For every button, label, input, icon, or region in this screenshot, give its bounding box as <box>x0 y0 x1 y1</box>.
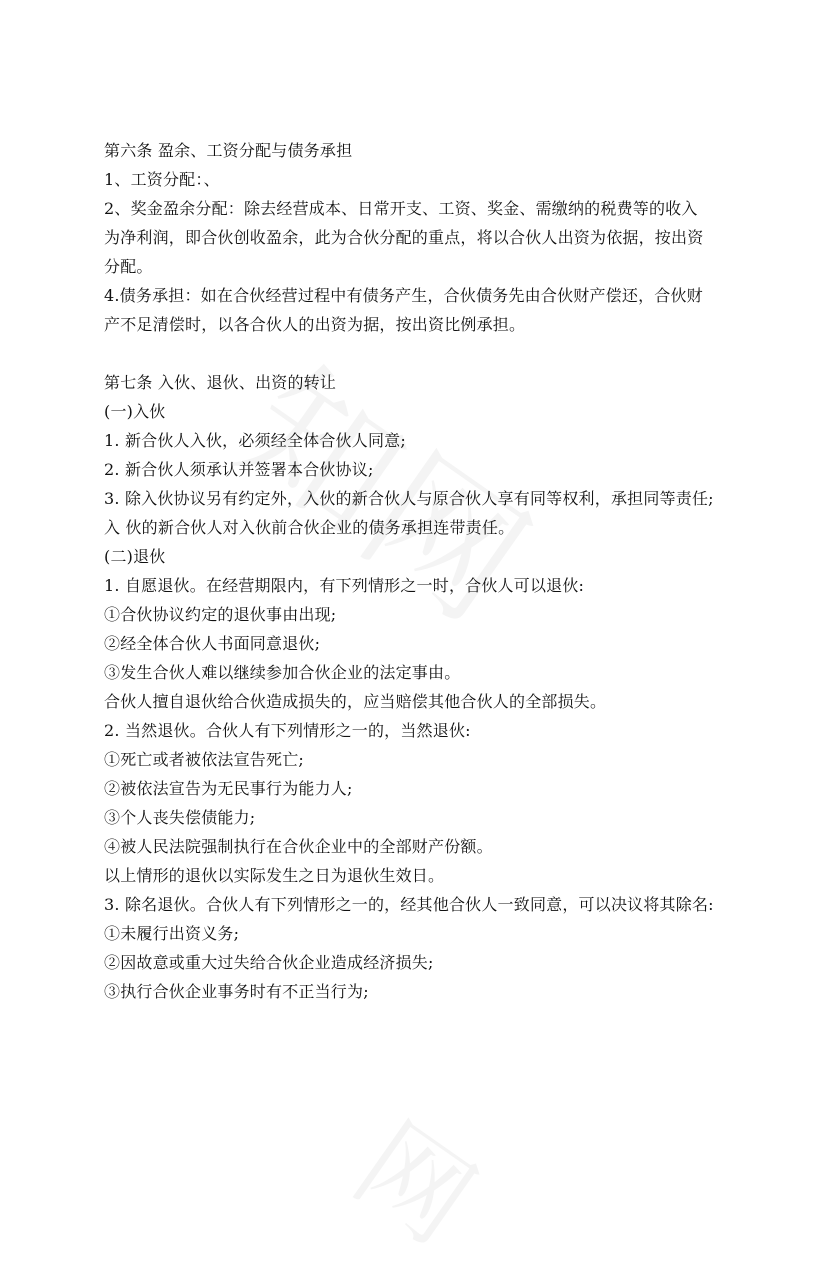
section7-line: 3. 除名退伙。合伙人有下列情形之一的，经其他合伙人一致同意，可以决议将其除名: <box>104 895 714 914</box>
section7-line: 3. 除入伙协议另有约定外，入伙的新合伙人与原合伙人享有同等权利，承担同等责任; <box>104 489 714 508</box>
section6-line: 为净利润，即合伙创收盈余，此为合伙分配的重点，将以合伙人出资为依据，按出资 <box>104 228 704 247</box>
section7-line: ②经全体合伙人书面同意退伙; <box>104 634 321 653</box>
section7-line: 以上情形的退伙以实际发生之日为退伙生效日。 <box>104 866 445 885</box>
watermark-bottom <box>329 1080 510 1273</box>
section7-line: (一)入伙 <box>104 402 166 421</box>
section7-line: ③执行合伙企业事务时有不正当行为; <box>104 982 369 1001</box>
section7-line: ①死亡或者被依法宣告死亡; <box>104 750 304 769</box>
section7-line: ③发生合伙人难以继续参加合伙企业的法定事由。 <box>104 663 461 682</box>
section7-line: ②因故意或重大过失给合伙企业造成经济损失; <box>104 953 434 972</box>
section6-line: 1、工资分配：、 <box>104 170 220 189</box>
section7-line: 2. 新合伙人须承认并签署本合伙协议; <box>104 460 374 479</box>
section7-line: 2. 当然退伙。合伙人有下列情形之一的，当然退伙: <box>104 721 471 740</box>
section7-line: ①合伙协议约定的退伙事由出现; <box>104 605 337 624</box>
section7-line: ②被依法宣告为无民事行为能力人; <box>104 779 353 798</box>
section7-line: 1. 自愿退伙。在经营期限内，有下列情形之一时，合伙人可以退伙: <box>104 576 585 595</box>
section7-line: (二)退伙 <box>104 547 166 566</box>
section7-line: ③个人丧失偿债能力; <box>104 808 256 827</box>
section7-line: 入 伙的新合伙人对入伙前合伙企业的债务承担连带责任。 <box>104 518 515 537</box>
section6-line: 4.债务承担：如在合伙经营过程中有债务产生，合伙债务先由合伙财产偿还，合伙财 <box>104 286 703 305</box>
section6-line: 2、奖金盈余分配：除去经营成本、日常开支、工资、奖金、需缴纳的税费等的收入 <box>104 199 698 218</box>
section7-line: ①未履行出资义务; <box>104 924 240 943</box>
section6-line: 产不足清偿时，以各合伙人的出资为据，按出资比例承担。 <box>104 315 526 334</box>
section6-title: 第六条 盈余、工资分配与债务承担 <box>104 141 353 160</box>
section7-line: 合伙人擅自退伙给合伙造成损失的，应当赔偿其他合伙人的全部损失。 <box>104 692 607 711</box>
section6-line: 分配。 <box>104 257 153 276</box>
section7-line: ④被人民法院强制执行在合伙企业中的全部财产份额。 <box>104 837 493 856</box>
section7-line: 1. 新合伙人入伙，必须经全体合伙人同意; <box>104 431 406 450</box>
section-spacer <box>104 339 744 368</box>
document-body <box>104 136 744 1006</box>
section7-title: 第七条 入伙、退伙、出资的转让 <box>104 373 337 392</box>
